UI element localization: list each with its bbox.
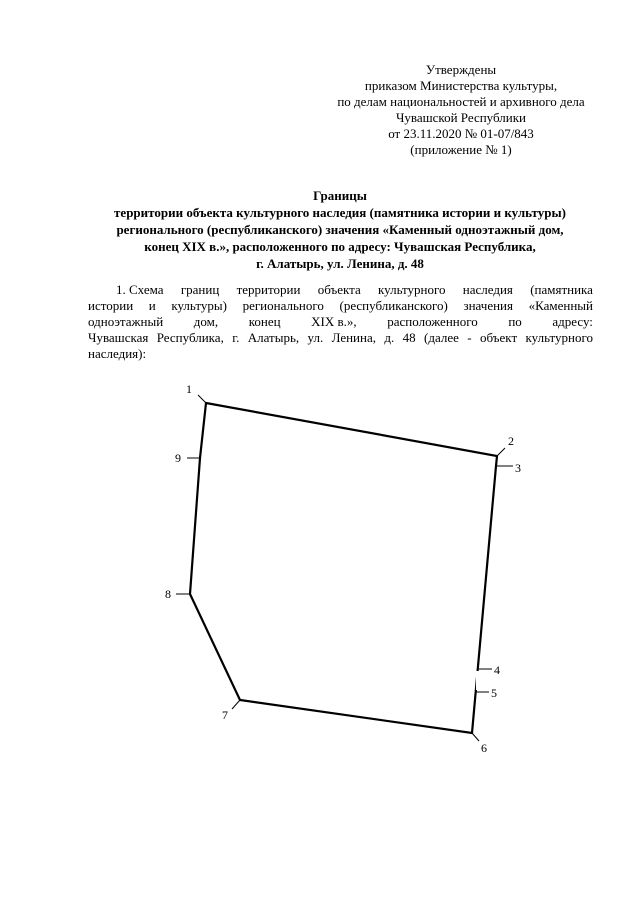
title-line: конец XIX в.», расположенного по адресу: Чувашская Республика, — [144, 239, 536, 254]
leader-line — [472, 733, 479, 741]
paragraph-word: границ — [180, 282, 220, 297]
approval-line: Утверждены — [425, 62, 497, 77]
paragraph-word: и — [148, 298, 156, 313]
paragraph-line-5: наследия): — [88, 346, 147, 361]
paragraph-word: «Каменный — [528, 298, 593, 313]
paragraph-word: наследия — [462, 282, 513, 297]
paragraph-word: культуры) — [171, 298, 227, 313]
point-label-6: 6 — [481, 741, 487, 755]
paragraph-word: (республиканского) — [339, 298, 448, 313]
paragraph-word: Алатырь, — [247, 330, 300, 345]
leader-line — [497, 448, 505, 456]
paragraph-word: Республика, — [156, 330, 224, 345]
boundary-polygon — [190, 403, 497, 733]
point-label-8: 8 — [165, 587, 171, 601]
paragraph-word: значения — [463, 298, 513, 313]
paragraph-word: культурного — [378, 282, 446, 297]
paragraph-word: объекта — [317, 282, 361, 297]
paragraph-word: XIX в.», — [311, 314, 357, 329]
paragraph-word: расположенного — [387, 314, 478, 329]
point-label-1: 1 — [186, 382, 192, 396]
paragraph-word: 1. Схема — [116, 282, 164, 297]
paragraph-word: регионального — [242, 298, 324, 313]
approval-line: Чувашской Республики — [395, 110, 527, 125]
point-label-3: 3 — [515, 461, 521, 475]
approval-line: от 23.11.2020 № 01-07/843 — [388, 126, 534, 141]
paragraph-word: объект — [480, 330, 518, 345]
paragraph-word: - — [467, 330, 472, 345]
point-label-9: 9 — [175, 451, 181, 465]
paragraph-word: ул. — [307, 330, 324, 345]
paragraph-word: территории — [236, 282, 301, 297]
title-line: регионального (республиканского) значения «Каменный одноэтажный дом, — [116, 222, 564, 237]
paragraph-word: адресу: — [552, 314, 593, 329]
paragraph-word: одноэтажный — [88, 314, 164, 329]
boundary-gap — [476, 671, 482, 690]
approval-line: по делам национальностей и архивного дела — [337, 94, 585, 109]
paragraph-word: (памятника — [530, 282, 593, 297]
paragraph-word: по — [508, 314, 522, 329]
paragraph-word: истории — [88, 298, 134, 313]
title-line: территории объекта культурного наследия (памятника истории и культуры) — [114, 205, 566, 220]
paragraph-word: г. — [232, 330, 240, 345]
point-label-2: 2 — [508, 434, 514, 448]
point-label-7: 7 — [222, 708, 228, 722]
title-line: Границы — [313, 188, 367, 203]
title-line: г. Алатырь, ул. Ленина, д. 48 — [256, 256, 424, 271]
paragraph-word: (далее — [424, 330, 459, 345]
approval-line: (приложение № 1) — [410, 142, 512, 157]
paragraph-word: 48 — [402, 330, 416, 345]
paragraph-word: Чувашская — [88, 330, 149, 345]
paragraph-word: д. — [384, 330, 395, 345]
leader-line — [198, 395, 206, 403]
paragraph-word: конец — [248, 314, 281, 329]
paragraph-word: Ленина, — [331, 330, 376, 345]
approval-line: приказом Министерства культуры, — [364, 78, 558, 93]
leader-line — [232, 700, 240, 709]
point-label-5: 5 — [491, 686, 497, 700]
paragraph-word: культурного — [525, 330, 593, 345]
point-label-4: 4 — [494, 663, 500, 677]
paragraph-word: дом, — [193, 314, 219, 329]
